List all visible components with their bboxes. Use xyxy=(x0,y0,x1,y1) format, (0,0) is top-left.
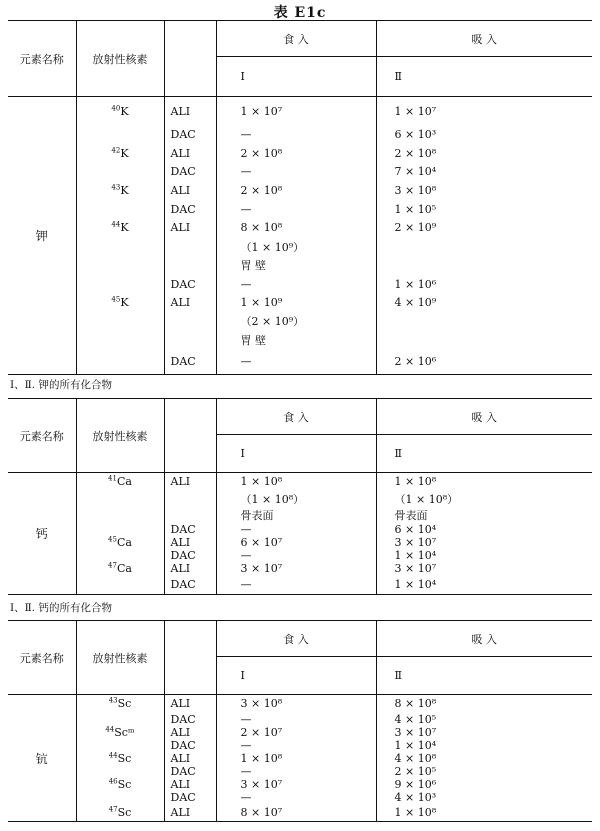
nuclide-symbol: Scᵐ xyxy=(114,725,135,739)
header-col1: Ⅰ xyxy=(216,435,376,473)
limit-type xyxy=(164,331,216,350)
ingestion-value: 胃 壁 xyxy=(216,331,376,350)
ingestion-value: 胃 壁 xyxy=(216,256,376,275)
table-row xyxy=(8,200,592,219)
inhalation-value: 1 × 10⁴ xyxy=(376,575,592,595)
ingestion-value: 1 × 10⁹ xyxy=(216,293,376,312)
table-row xyxy=(8,331,592,350)
nuclide xyxy=(76,181,164,200)
table-row xyxy=(8,507,592,523)
ingestion-value: — xyxy=(216,791,376,804)
inhalation-value: 2 × 10⁶ xyxy=(376,349,592,374)
mass-number: 45 xyxy=(111,295,121,304)
inhalation-value xyxy=(376,331,592,350)
inhalation-value: 4 × 10⁸ xyxy=(394,751,437,765)
limit-type: ALI xyxy=(164,752,216,765)
ingestion-value: — xyxy=(216,765,376,778)
limit-type: ALI xyxy=(164,804,216,822)
table-row xyxy=(8,575,592,595)
limit-type xyxy=(164,256,216,275)
header-col2: Ⅱ xyxy=(376,57,592,97)
nuclide xyxy=(76,200,164,219)
limit-type: DAC xyxy=(164,791,216,804)
mass-number: 46 xyxy=(108,776,118,785)
limit-type: ALI xyxy=(164,536,216,549)
ingestion-value: — xyxy=(216,549,376,562)
nuclide xyxy=(76,695,164,713)
limit-type: DAC xyxy=(164,200,216,219)
header-nuclide: 放射性核素 xyxy=(76,21,164,97)
header-inhalation: 吸 入 xyxy=(376,399,592,435)
nuclide xyxy=(76,575,164,595)
limit-type: ALI xyxy=(164,726,216,739)
mass-number: 43 xyxy=(111,183,121,192)
header-ingestion: 食 入 xyxy=(216,621,376,657)
mass-number: 41 xyxy=(108,474,117,483)
limit-type: ALI xyxy=(164,695,216,713)
table-row xyxy=(8,536,592,549)
inhalation-value xyxy=(376,256,592,275)
nuclide-symbol: Ca xyxy=(116,535,132,549)
limit-type: ALI xyxy=(164,181,216,200)
table-row xyxy=(8,163,592,182)
nuclide xyxy=(76,536,164,549)
inhalation-value: 1 × 10⁵ xyxy=(394,202,437,216)
table-row xyxy=(8,726,592,739)
nuclide xyxy=(76,562,164,575)
header-element: 元素名称 xyxy=(8,21,76,97)
mass-number: 47 xyxy=(108,560,117,569)
header-element: 元素名称 xyxy=(8,621,76,695)
table-row xyxy=(8,491,592,507)
inhalation-value: 4 × 10³ xyxy=(394,790,437,804)
limit-type: DAC xyxy=(164,163,216,182)
header-col2: Ⅱ xyxy=(376,435,592,473)
nuclide xyxy=(76,473,164,491)
ingestion-value: 8 × 10⁷ xyxy=(216,804,376,822)
inhalation-value: 7 × 10⁴ xyxy=(394,165,437,179)
header-inhalation: 吸 入 xyxy=(376,621,592,657)
mass-number: 44 xyxy=(108,750,118,759)
inhalation-value: 3 × 10⁸ xyxy=(394,184,437,198)
nuclide xyxy=(76,144,164,163)
inhalation-value: 2 × 10⁸ xyxy=(394,146,437,160)
mass-number: 47 xyxy=(108,805,118,814)
table-title: 表 E1c xyxy=(273,5,327,21)
nuclide xyxy=(76,125,164,144)
nuclide-symbol: Sc xyxy=(117,777,132,791)
ingestion-value: 3 × 10⁸ xyxy=(216,695,376,713)
table-row xyxy=(8,275,592,294)
ingestion-value: — xyxy=(216,163,376,182)
limit-type: ALI xyxy=(164,473,216,491)
data-table xyxy=(8,620,592,822)
limit-type xyxy=(164,237,216,256)
nuclide-symbol: Sc xyxy=(117,751,132,765)
table-row xyxy=(8,256,592,275)
ingestion-value: 8 × 10⁸ xyxy=(216,219,376,238)
ingestion-value: 1 × 10⁸ xyxy=(216,473,376,491)
inhalation-value: 1 × 10⁴ xyxy=(394,738,437,752)
nuclide xyxy=(76,275,164,294)
ingestion-value: （1 × 10⁹） xyxy=(216,237,376,256)
header-ingestion: 食 入 xyxy=(216,399,376,435)
nuclide xyxy=(76,491,164,507)
inhalation-value: 1 × 10⁷ xyxy=(394,104,437,118)
mass-number: 42 xyxy=(111,146,121,155)
nuclide-symbol: Sc xyxy=(117,697,132,711)
header-inhalation: 吸 入 xyxy=(376,21,592,57)
table-row xyxy=(8,752,592,765)
inhalation-value: 9 × 10⁶ xyxy=(394,777,437,791)
table-row xyxy=(8,549,592,562)
ingestion-value: — xyxy=(216,713,376,726)
ingestion-value: 3 × 10⁷ xyxy=(216,562,376,575)
limit-type: DAC xyxy=(164,275,216,294)
ingestion-value: 6 × 10⁷ xyxy=(216,536,376,549)
ingestion-value: 2 × 10⁸ xyxy=(216,144,376,163)
ingestion-value: 2 × 10⁷ xyxy=(216,726,376,739)
nuclide xyxy=(76,804,164,822)
table-row xyxy=(8,804,592,822)
ingestion-value: — xyxy=(216,125,376,144)
header-nuclide: 放射性核素 xyxy=(76,399,164,473)
nuclide-symbol: K xyxy=(120,221,129,235)
limit-type: ALI xyxy=(164,219,216,238)
inhalation-value: 3 × 10⁷ xyxy=(394,725,437,739)
table-row xyxy=(8,562,592,575)
ingestion-value: — xyxy=(216,200,376,219)
inhalation-value: 2 × 10⁹ xyxy=(394,221,437,235)
limit-type: DAC xyxy=(164,549,216,562)
limit-type: DAC xyxy=(164,739,216,752)
nuclide xyxy=(76,163,164,182)
table-row xyxy=(8,125,592,144)
table-row xyxy=(8,293,592,312)
header-col1: Ⅰ xyxy=(216,657,376,695)
limit-type: ALI xyxy=(164,144,216,163)
nuclide xyxy=(76,349,164,374)
inhalation-value: 1 × 10⁶ xyxy=(394,277,437,291)
limit-type: DAC xyxy=(164,349,216,374)
nuclide xyxy=(76,331,164,350)
inhalation-value: 8 × 10⁸ xyxy=(394,697,437,711)
data-table xyxy=(8,20,592,375)
nuclide xyxy=(76,713,164,726)
inhalation-value: 1 × 10⁴ xyxy=(394,548,437,562)
header-col2: Ⅱ xyxy=(376,657,592,695)
inhalation-value: 3 × 10⁷ xyxy=(394,535,437,549)
limit-type: DAC xyxy=(164,523,216,536)
section-note: Ⅰ、Ⅱ. 钙的所有化合物 xyxy=(10,602,112,614)
mass-number: 44 xyxy=(105,724,115,733)
header-type-blank xyxy=(164,399,216,473)
nuclide xyxy=(76,256,164,275)
table-row xyxy=(8,523,592,536)
inhalation-value: 6 × 10⁴ xyxy=(394,522,437,536)
nuclide xyxy=(76,507,164,523)
inhalation-value: 1 × 10⁸ xyxy=(394,475,437,489)
nuclide xyxy=(76,778,164,791)
nuclide-symbol: K xyxy=(120,296,129,310)
mass-number: 43 xyxy=(108,696,118,705)
table-row xyxy=(8,219,592,238)
ingestion-value: 3 × 10⁷ xyxy=(216,778,376,791)
nuclide xyxy=(76,791,164,804)
header-type-blank xyxy=(164,21,216,97)
ingestion-value: （1 × 10⁸） xyxy=(216,491,376,507)
nuclide xyxy=(76,726,164,739)
table-row xyxy=(8,791,592,804)
section-note: Ⅰ、Ⅱ. 钾的所有化合物 xyxy=(10,379,112,391)
nuclide xyxy=(76,523,164,536)
nuclide xyxy=(76,237,164,256)
table-row xyxy=(8,765,592,778)
data-table xyxy=(8,398,592,595)
element-name: 钪 xyxy=(8,695,76,822)
ingestion-value: — xyxy=(216,349,376,374)
limit-type: DAC xyxy=(164,713,216,726)
mass-number: 40 xyxy=(111,103,121,112)
header-ingestion: 食 入 xyxy=(216,21,376,57)
nuclide-symbol: Ca xyxy=(116,561,132,575)
ingestion-value: （2 × 10⁹） xyxy=(216,312,376,331)
nuclide xyxy=(76,739,164,752)
nuclide xyxy=(76,312,164,331)
limit-type: DAC xyxy=(164,765,216,778)
table-row xyxy=(8,312,592,331)
ingestion-value: 骨表面 xyxy=(216,507,376,523)
mass-number: 44 xyxy=(111,220,121,229)
header-nuclide: 放射性核素 xyxy=(76,621,164,695)
table-row xyxy=(8,144,592,163)
inhalation-value: 2 × 10⁵ xyxy=(394,764,437,778)
table-row xyxy=(8,739,592,752)
element-name: 钙 xyxy=(8,473,76,595)
limit-type: ALI xyxy=(164,562,216,575)
nuclide xyxy=(76,219,164,238)
inhalation-value: 1 × 10⁸ xyxy=(376,804,592,822)
nuclide xyxy=(76,765,164,778)
table-row xyxy=(8,349,592,374)
table-row xyxy=(8,97,592,126)
ingestion-value: 1 × 10⁷ xyxy=(216,97,376,126)
nuclide xyxy=(76,293,164,312)
table-row xyxy=(8,713,592,726)
nuclide-symbol: K xyxy=(120,184,129,198)
table-row xyxy=(8,695,592,713)
mass-number: 45 xyxy=(108,534,117,543)
limit-type: ALI xyxy=(164,778,216,791)
header-type-blank xyxy=(164,621,216,695)
header-element: 元素名称 xyxy=(8,399,76,473)
limit-type: DAC xyxy=(164,125,216,144)
inhalation-value: 骨表面 xyxy=(394,508,428,522)
nuclide-symbol: K xyxy=(120,146,129,160)
ingestion-value: — xyxy=(216,739,376,752)
inhalation-value xyxy=(376,312,592,331)
nuclide-symbol: K xyxy=(120,104,129,118)
nuclide-symbol: Ca xyxy=(116,475,132,489)
ingestion-value: — xyxy=(216,275,376,294)
table-row xyxy=(8,181,592,200)
table-row xyxy=(8,778,592,791)
inhalation-value: 6 × 10³ xyxy=(394,128,437,142)
table-row xyxy=(8,237,592,256)
inhalation-value: 3 × 10⁷ xyxy=(394,561,437,575)
nuclide-symbol: Sc xyxy=(117,805,132,819)
nuclide xyxy=(76,97,164,126)
inhalation-value xyxy=(376,237,592,256)
ingestion-value: 2 × 10⁸ xyxy=(216,181,376,200)
table-row xyxy=(8,473,592,491)
ingestion-value: — xyxy=(216,575,376,595)
nuclide xyxy=(76,752,164,765)
ingestion-value: — xyxy=(216,523,376,536)
limit-type xyxy=(164,491,216,507)
inhalation-value: 4 × 10⁵ xyxy=(394,712,437,726)
nuclide xyxy=(76,549,164,562)
inhalation-value: 4 × 10⁹ xyxy=(394,296,437,310)
limit-type: ALI xyxy=(164,293,216,312)
limit-type: ALI xyxy=(164,97,216,126)
header-col1: Ⅰ xyxy=(216,57,376,97)
ingestion-value: 1 × 10⁸ xyxy=(216,752,376,765)
limit-type xyxy=(164,312,216,331)
limit-type xyxy=(164,507,216,523)
inhalation-value: （1 × 10⁸） xyxy=(394,492,459,506)
limit-type: DAC xyxy=(164,575,216,595)
element-name: 钾 xyxy=(8,97,76,375)
